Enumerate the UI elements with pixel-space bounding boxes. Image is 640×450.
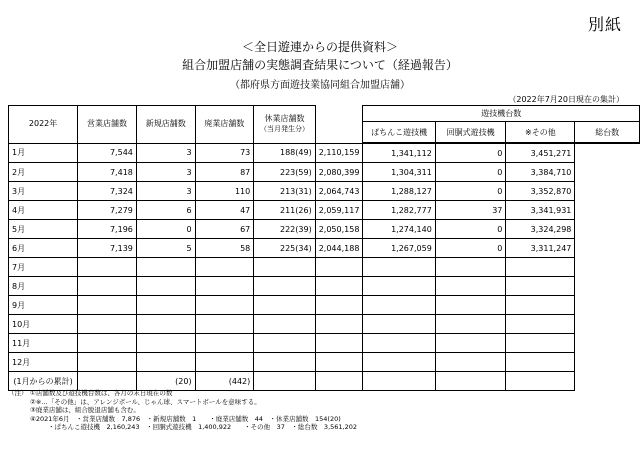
- row-new: 0: [136, 220, 195, 239]
- row-slot: [363, 296, 435, 315]
- row-total: 3,451,271: [506, 143, 575, 163]
- row-other: [435, 296, 506, 315]
- table-row: [9, 163, 640, 182]
- note-4: ④2021年6月 ・営業店舗数 7,876 ・新規店舗数 1 ・廃業店舗数 44 ・休業店舗数 154(20): [30, 414, 341, 423]
- row-closed: [195, 315, 254, 334]
- header-suspended: [254, 106, 315, 144]
- cumulative-other: [435, 372, 506, 391]
- row-closed: 58: [195, 239, 254, 258]
- table-row: [9, 239, 640, 258]
- row-suspended: 211(26): [254, 201, 315, 220]
- header-pachinko: ぱちんこ遊技機: [363, 122, 435, 144]
- row-pachinko: 2,080,399: [315, 163, 363, 182]
- row-slot: [363, 277, 435, 296]
- row-stores: 7,279: [78, 201, 137, 220]
- row-pachinko: [315, 353, 363, 372]
- cumulative-slot: [363, 372, 435, 391]
- header-row-1: [9, 106, 640, 122]
- survey-table: [8, 105, 640, 391]
- row-suspended: 223(59): [254, 163, 315, 182]
- row-total: [506, 277, 575, 296]
- notes-lead: （注）: [8, 389, 28, 397]
- cumulative-stores: [78, 372, 137, 391]
- row-closed: 73: [195, 143, 254, 163]
- row-other: 0: [435, 182, 506, 201]
- row-other: 0: [435, 220, 506, 239]
- row-stores: 7,418: [78, 163, 137, 182]
- row-pachinko: 2,064,743: [315, 182, 363, 201]
- table-row: [9, 182, 640, 201]
- notes: [8, 389, 633, 432]
- row-slot: [363, 334, 435, 353]
- row-closed: 87: [195, 163, 254, 182]
- header-stores: 営業店舗数: [78, 106, 137, 144]
- row-total: [506, 258, 575, 277]
- row-month: 6月: [9, 239, 78, 258]
- row-closed: [195, 296, 254, 315]
- row-pachinko: 2,044,188: [315, 239, 363, 258]
- row-pachinko: [315, 296, 363, 315]
- row-slot: 1,288,127: [363, 182, 435, 201]
- row-month: 3月: [9, 182, 78, 201]
- header-suspended-label: 休業店舗数: [264, 114, 305, 124]
- row-stores: [78, 334, 137, 353]
- page-title: 組合加盟店舗の実態調査結果について（経過報告）: [182, 58, 458, 72]
- row-new: 3: [136, 163, 195, 182]
- row-total: [506, 315, 575, 334]
- note-2: ②※…「その他」は、アレンジボール、じゃん球、スマートボールを意味する。: [30, 397, 261, 406]
- row-other: 0: [435, 143, 506, 163]
- row-suspended: [254, 353, 315, 372]
- row-month: 2月: [9, 163, 78, 182]
- row-month: 11月: [9, 334, 78, 353]
- header-slot: 回胴式遊技機: [435, 122, 506, 144]
- subtitle: （都府県方面遊技業協同組合加盟店舗）: [230, 80, 410, 91]
- row-new: 5: [136, 239, 195, 258]
- row-slot: 1,267,059: [363, 239, 435, 258]
- row-new: 3: [136, 143, 195, 163]
- note-5: ・ぱちんこ遊技機 2,160,243 ・回胴式遊技機 1,400,922 ・その他 37 ・総台数 3,561,202: [48, 423, 358, 432]
- row-suspended: [254, 277, 315, 296]
- row-other: [435, 258, 506, 277]
- row-pachinko: 2,059,117: [315, 201, 363, 220]
- cumulative-suspended: [254, 372, 315, 391]
- row-suspended: 213(31): [254, 182, 315, 201]
- row-slot: [363, 353, 435, 372]
- row-slot: 1,304,311: [363, 163, 435, 182]
- column-separator: [315, 106, 363, 144]
- row-month: 12月: [9, 353, 78, 372]
- row-suspended: [254, 315, 315, 334]
- row-stores: [78, 315, 137, 334]
- cumulative-label: (1月からの累計): [9, 372, 78, 391]
- table-row: [9, 315, 640, 334]
- row-closed: 67: [195, 220, 254, 239]
- header-suspended-sub: （当月発生分）: [259, 125, 309, 134]
- row-pachinko: [315, 258, 363, 277]
- row-stores: [78, 296, 137, 315]
- row-slot: 1,274,140: [363, 220, 435, 239]
- row-month: 1月: [9, 143, 78, 163]
- row-other: 37: [435, 201, 506, 220]
- row-total: [506, 353, 575, 372]
- row-total: 3,311,247: [506, 239, 575, 258]
- row-month: 4月: [9, 201, 78, 220]
- note-1: ①店舗数及び遊技機台数は、各月の末日現在の数: [30, 389, 173, 397]
- row-month: 7月: [9, 258, 78, 277]
- row-suspended: 222(39): [254, 220, 315, 239]
- row-suspended: [254, 258, 315, 277]
- row-suspended: 188(49): [254, 143, 315, 163]
- row-other: [435, 334, 506, 353]
- row-new: [136, 334, 195, 353]
- cumulative-closed: (442): [195, 372, 254, 391]
- row-closed: [195, 277, 254, 296]
- row-other: [435, 353, 506, 372]
- row-stores: [78, 277, 137, 296]
- header-other: ※その他: [506, 122, 575, 144]
- header-total: 総台数: [575, 122, 640, 144]
- table-row: [9, 143, 640, 163]
- cumulative-pachinko: [315, 372, 363, 391]
- table-body: [9, 143, 640, 372]
- header-closed: 廃業店舗数: [195, 106, 254, 144]
- row-new: [136, 296, 195, 315]
- table-row: [9, 353, 640, 372]
- row-closed: 47: [195, 201, 254, 220]
- cumulative-total: [506, 372, 575, 391]
- row-total: 3,352,870: [506, 182, 575, 201]
- row-stores: 7,196: [78, 220, 137, 239]
- row-new: 3: [136, 182, 195, 201]
- header-machines-group: 遊技機台数: [363, 106, 640, 122]
- row-stores: 7,324: [78, 182, 137, 201]
- title-source: ＜全日遊連からの提供資料＞: [241, 40, 398, 54]
- row-new: [136, 353, 195, 372]
- row-closed: [195, 258, 254, 277]
- row-pachinko: [315, 315, 363, 334]
- row-new: [136, 258, 195, 277]
- row-pachinko: 2,110,159: [315, 143, 363, 163]
- row-pachinko: [315, 277, 363, 296]
- row-closed: [195, 334, 254, 353]
- row-closed: 110: [195, 182, 254, 201]
- row-closed: [195, 353, 254, 372]
- row-total: [506, 334, 575, 353]
- row-pachinko: 2,050,158: [315, 220, 363, 239]
- row-stores: [78, 258, 137, 277]
- row-suspended: 225(34): [254, 239, 315, 258]
- table-row: [9, 296, 640, 315]
- row-total: [506, 296, 575, 315]
- row-new: 6: [136, 201, 195, 220]
- table-row: [9, 220, 640, 239]
- betsushi-label: 別紙: [587, 15, 622, 34]
- table-row: [9, 201, 640, 220]
- row-other: 0: [435, 239, 506, 258]
- row-month: 9月: [9, 296, 78, 315]
- row-stores: [78, 353, 137, 372]
- row-slot: [363, 258, 435, 277]
- cumulative-row: [9, 372, 640, 391]
- row-total: 3,341,931: [506, 201, 575, 220]
- row-month: 10月: [9, 315, 78, 334]
- row-stores: 7,139: [78, 239, 137, 258]
- row-other: 0: [435, 163, 506, 182]
- row-suspended: [254, 296, 315, 315]
- row-month: 8月: [9, 277, 78, 296]
- row-other: [435, 315, 506, 334]
- row-suspended: [254, 334, 315, 353]
- row-other: [435, 277, 506, 296]
- row-slot: 1,341,112: [363, 143, 435, 163]
- note-3: ③廃業店舗は、組合脱退店舗も含む。: [30, 406, 140, 415]
- row-new: [136, 315, 195, 334]
- row-total: 3,324,298: [506, 220, 575, 239]
- row-slot: 1,282,777: [363, 201, 435, 220]
- row-pachinko: [315, 334, 363, 353]
- row-slot: [363, 315, 435, 334]
- row-stores: 7,544: [78, 143, 137, 163]
- date-note: （2022年7月20日現在の集計）: [508, 95, 624, 104]
- table-row: [9, 258, 640, 277]
- header-new: 新規店舗数: [136, 106, 195, 144]
- cumulative-new: (20): [136, 372, 195, 391]
- table-row: [9, 334, 640, 353]
- table-row: [9, 277, 640, 296]
- row-new: [136, 277, 195, 296]
- row-month: 5月: [9, 220, 78, 239]
- row-total: 3,384,710: [506, 163, 575, 182]
- note-line-1: [8, 389, 633, 398]
- header-year: 2022年: [9, 106, 78, 144]
